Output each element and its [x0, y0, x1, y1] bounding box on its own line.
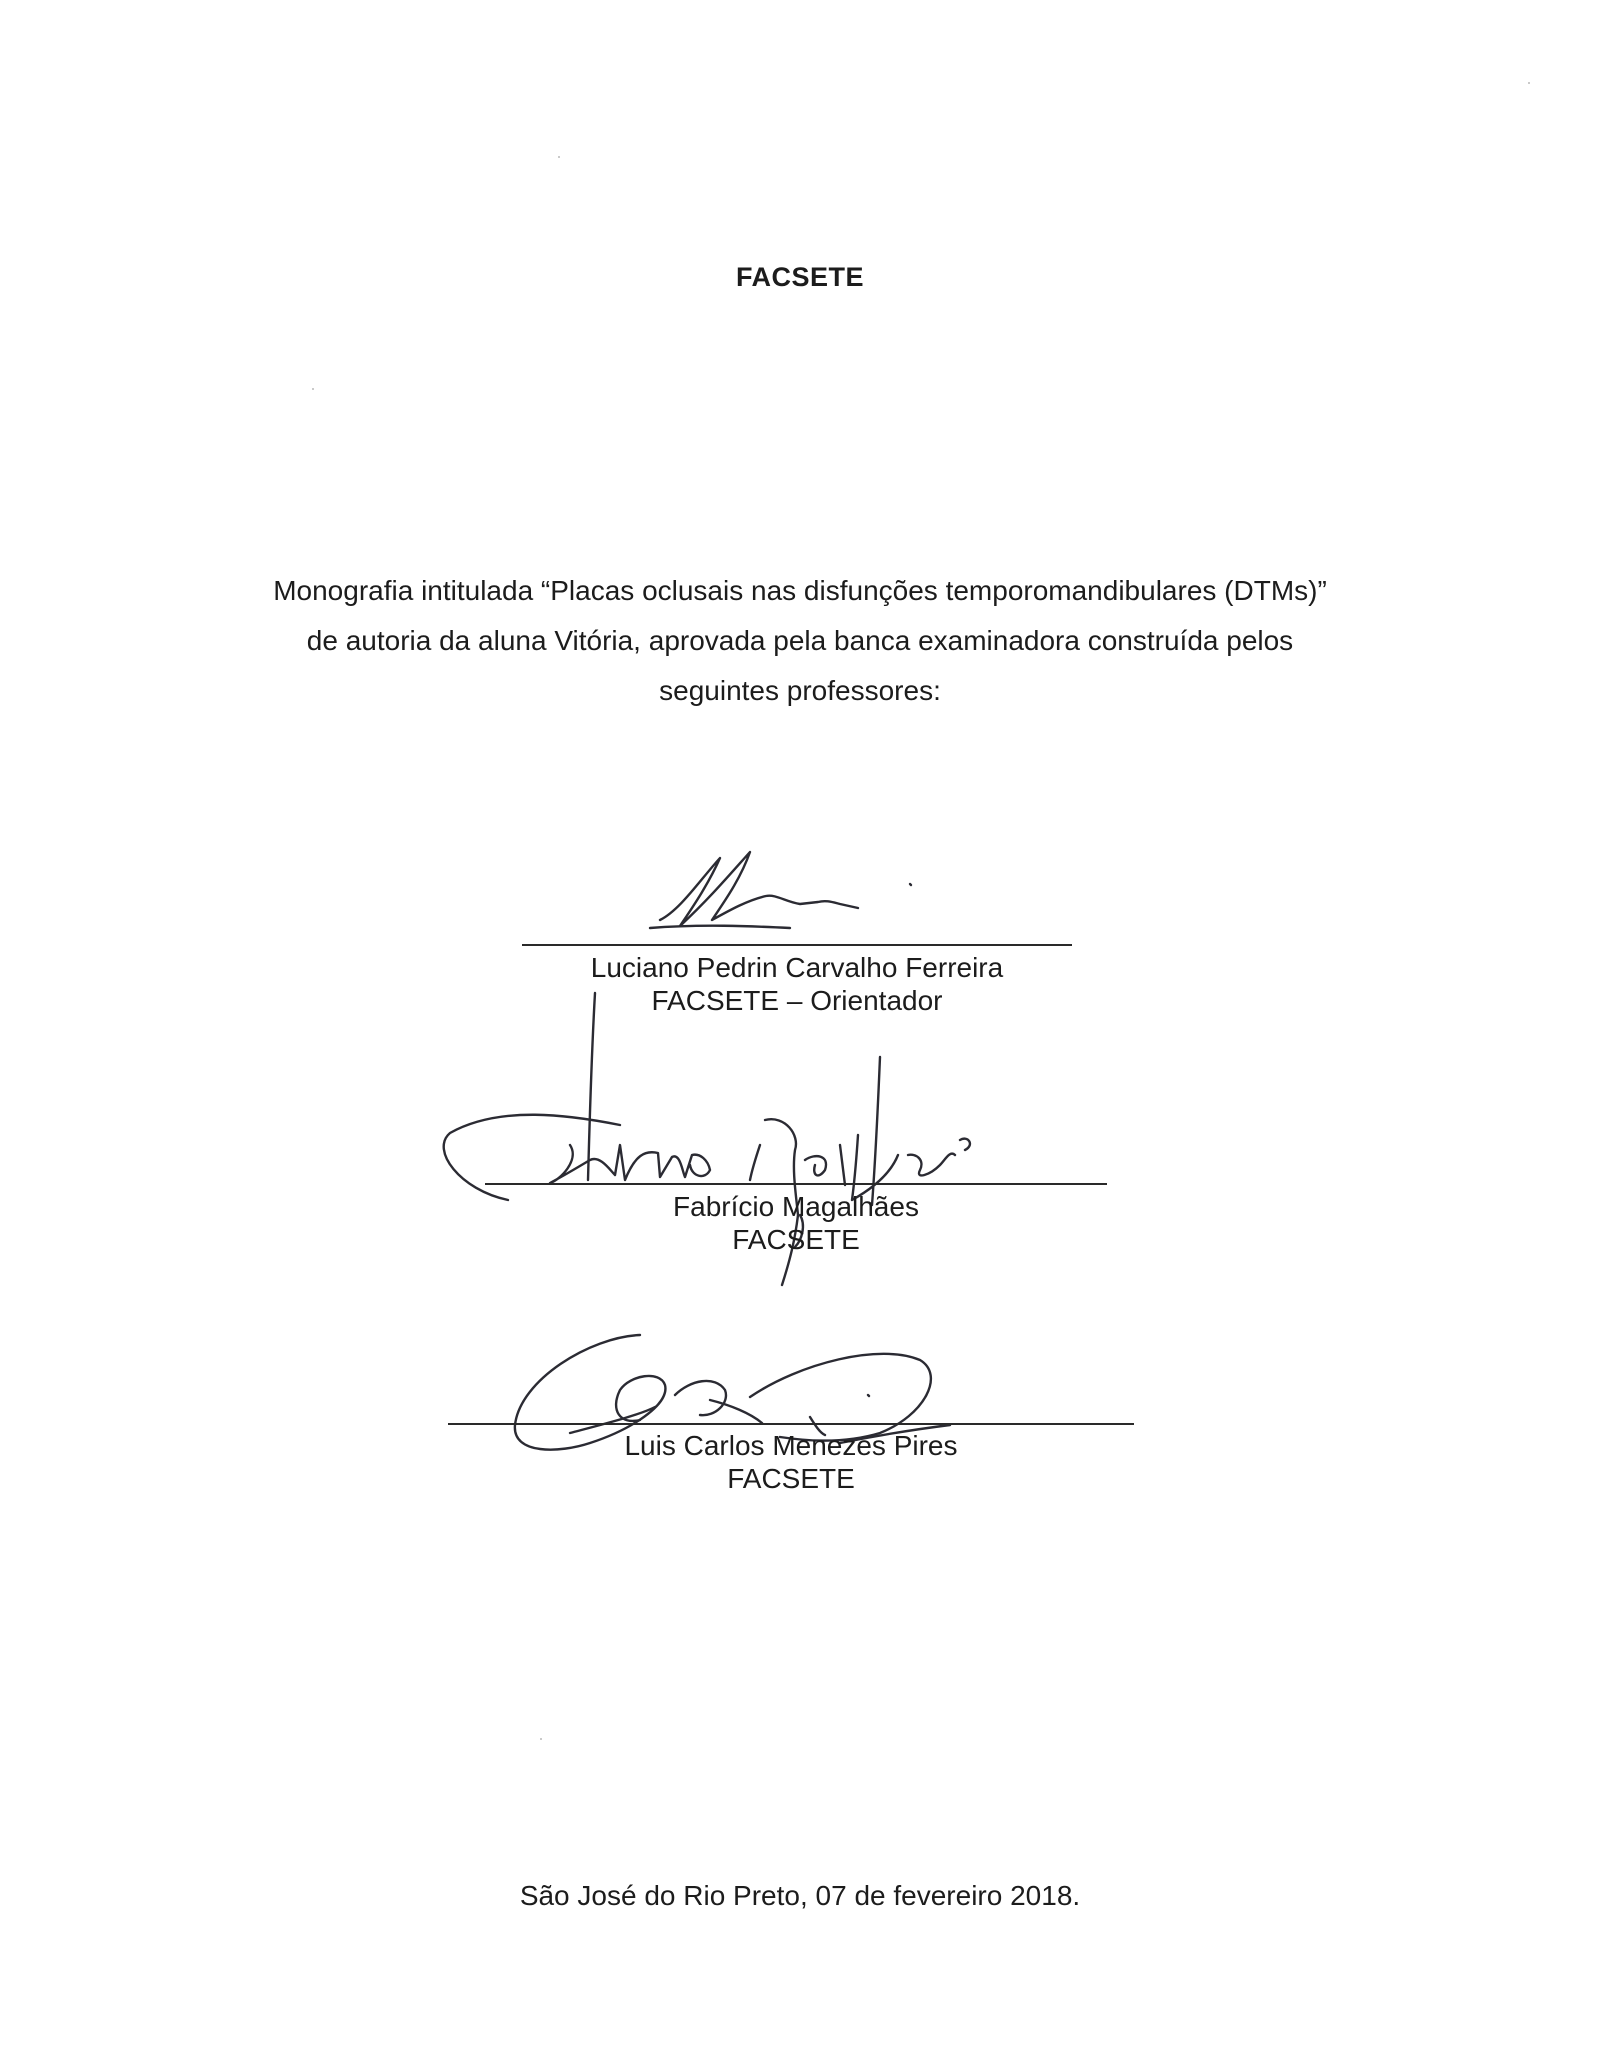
examiner-institution: FACSETE: [732, 1224, 860, 1255]
examiner-name: Luis Carlos Menezes Pires: [624, 1430, 958, 1461]
approval-line: Monografia intitulada “Placas oclusais nas disfunções temporomandibulares (DTMs)”: [273, 575, 1327, 606]
signature-line: [448, 1423, 1134, 1425]
signature-line: [522, 944, 1072, 946]
examiner-institution: FACSETE – Orientador: [651, 985, 943, 1016]
scan-speck: [558, 156, 560, 158]
approval-statement: [180, 566, 1420, 716]
approval-line: seguintes professores:: [659, 675, 941, 706]
scan-speck: [1528, 82, 1530, 84]
examiner-name: Fabrício Magalhães: [673, 1191, 919, 1222]
signature-line: [485, 1183, 1107, 1185]
place-and-date: São José do Rio Preto, 07 de fevereiro 2018.: [519, 1880, 1081, 1911]
examiner-institution: FACSETE: [727, 1463, 855, 1494]
scan-speck: [312, 388, 314, 390]
approval-line: de autoria da aluna Vitória, aprovada pela banca examinadora construída pelos: [306, 625, 1294, 656]
examiner-name: Luciano Pedrin Carvalho Ferreira: [590, 952, 1004, 983]
signature-1: [640, 840, 940, 940]
institution-header: FACSETE: [735, 262, 865, 292]
scan-speck: [540, 1738, 542, 1740]
